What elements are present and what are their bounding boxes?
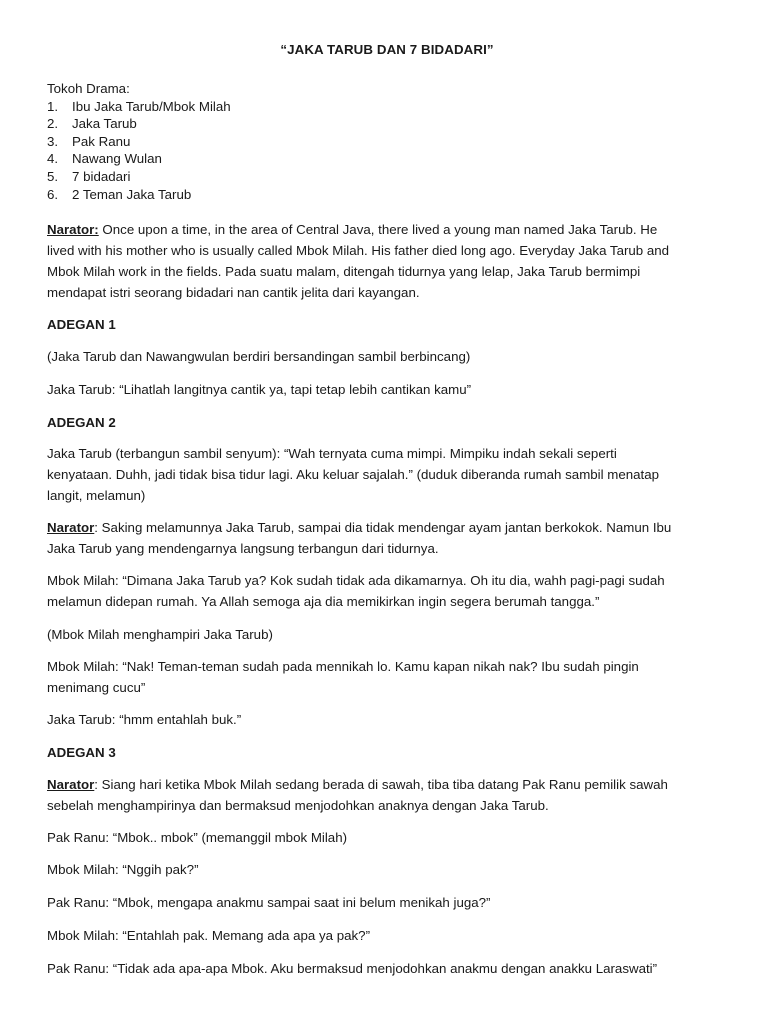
- text-line: lived with his mother who is usually called Mbok Milah. His father died long ago. Everyday Jaka Tarub and: [47, 243, 670, 258]
- dialogue-line: Mbok Milah: “Nggih pak?”: [47, 862, 199, 877]
- cast-item: [47, 150, 231, 168]
- cast-name: Nawang Wulan: [72, 151, 162, 167]
- cast-name: 7 bidadari: [72, 168, 131, 184]
- dialogue-paragraph: [47, 443, 727, 506]
- dialogue-line: Mbok Milah: “Entahlah pak. Memang ada apa ya pak?”: [47, 928, 371, 943]
- document-title: “JAKA TARUB DAN 7 BIDADARI”: [280, 42, 494, 57]
- text-line: Mbok Milah work in the fields. Pada suatu malam, ditengah tidurnya yang lelap, Jaka Tarub bermimpi: [47, 264, 641, 279]
- text-line: Mbok Milah: “Dimana Jaka Tarub ya? Kok sudah tidak ada dikamarnya. Oh itu dia, wahh pagi-pagi sudah: [47, 573, 665, 588]
- text-line: melamun didepan rumah. Ya Allah semoga aja dia memikirkan ingin segera berumah tangga.”: [47, 594, 600, 609]
- text: : Siang hari ketika Mbok Milah sedang berada di sawah, tiba tiba datang Pak Ranu pemilik sawah: [94, 777, 668, 792]
- narrator-paragraph: [47, 517, 727, 559]
- stage-direction: (Mbok Milah menghampiri Jaka Tarub): [47, 627, 273, 642]
- text-line: sebelah menghampirinya dan bermaksud menjodohkan anaknya dengan Jaka Tarub.: [47, 798, 549, 813]
- cast-number: 4.: [47, 151, 59, 167]
- narrator-label: Narator: [47, 777, 95, 792]
- text-line: menimang cucu”: [47, 680, 146, 695]
- text-line: [47, 517, 727, 538]
- scene-heading: ADEGAN 2: [47, 415, 116, 430]
- cast-item: [47, 98, 231, 116]
- cast-number: 2.: [47, 116, 59, 132]
- cast-list: [47, 80, 231, 203]
- cast-number: 1.: [47, 98, 59, 114]
- cast-name: 2 Teman Jaka Tarub: [72, 186, 192, 202]
- text-line: Mbok Milah: “Nak! Teman-teman sudah pada mennikah lo. Kamu kapan nikah nak? Ibu sudah pingin: [47, 659, 639, 674]
- narrator-paragraph: [47, 219, 727, 303]
- dialogue-line: Pak Ranu: “Mbok, mengapa anakmu sampai saat ini belum menikah juga?”: [47, 895, 491, 910]
- cast-name: Ibu Jaka Tarub/Mbok Milah: [72, 98, 231, 114]
- text-line: langit, melamun): [47, 488, 146, 503]
- dialogue-line: Jaka Tarub: “Lihatlah langitnya cantik ya, tapi tetap lebih cantikan kamu”: [47, 382, 472, 397]
- cast-name: Jaka Tarub: [72, 116, 137, 132]
- text: : Saking melamunnya Jaka Tarub, sampai dia tidak mendengar ayam jantan berkokok. Namun Ibu: [94, 520, 672, 535]
- text-line: kenyataan. Duhh, jadi tidak bisa tidur lagi. Aku keluar sajalah.” (duduk diberanda rumah sambil menatap: [47, 467, 660, 482]
- text-line: Jaka Tarub (terbangun sambil senyum): “Wah ternyata cuma mimpi. Mimpiku indah sekali seperti: [47, 446, 617, 461]
- narrator-label: Narator:: [47, 222, 99, 237]
- cast-item: [47, 168, 231, 186]
- cast-item: [47, 115, 231, 133]
- scene-heading: ADEGAN 1: [47, 317, 116, 332]
- dialogue-line: Jaka Tarub: “hmm entahlah buk.”: [47, 712, 242, 727]
- text-line: mendapat istri seorang bidadari nan cantik jelita dari kayangan.: [47, 285, 420, 300]
- narrator-label: Narator: [47, 520, 95, 535]
- cast-name: Pak Ranu: [72, 133, 131, 149]
- cast-heading: Tokoh Drama:: [47, 81, 130, 96]
- dialogue-line: Pak Ranu: “Tidak ada apa-apa Mbok. Aku bermaksud menjodohkan anakmu dengan anakku Laraswati”: [47, 961, 658, 976]
- cast-number: 5.: [47, 168, 59, 184]
- dialogue-paragraph: [47, 570, 727, 612]
- narrator-paragraph: [47, 774, 727, 816]
- scene-heading: ADEGAN 3: [47, 745, 116, 760]
- cast-number: 6.: [47, 186, 59, 202]
- dialogue-line: Pak Ranu: “Mbok.. mbok” (memanggil mbok Milah): [47, 830, 348, 845]
- text-line: Jaka Tarub yang mendengarnya langsung terbangun dari tidurnya.: [47, 541, 439, 556]
- cast-number: 3.: [47, 133, 59, 149]
- cast-item: [47, 186, 231, 204]
- stage-direction: (Jaka Tarub dan Nawangwulan berdiri bersandingan sambil berbincang): [47, 349, 471, 364]
- text-line: [47, 219, 727, 240]
- dialogue-paragraph: [47, 656, 727, 698]
- text: Once upon a time, in the area of Central Java, there lived a young man named Jaka Tarub. He: [98, 222, 658, 237]
- cast-item: [47, 133, 231, 151]
- text-line: [47, 774, 727, 795]
